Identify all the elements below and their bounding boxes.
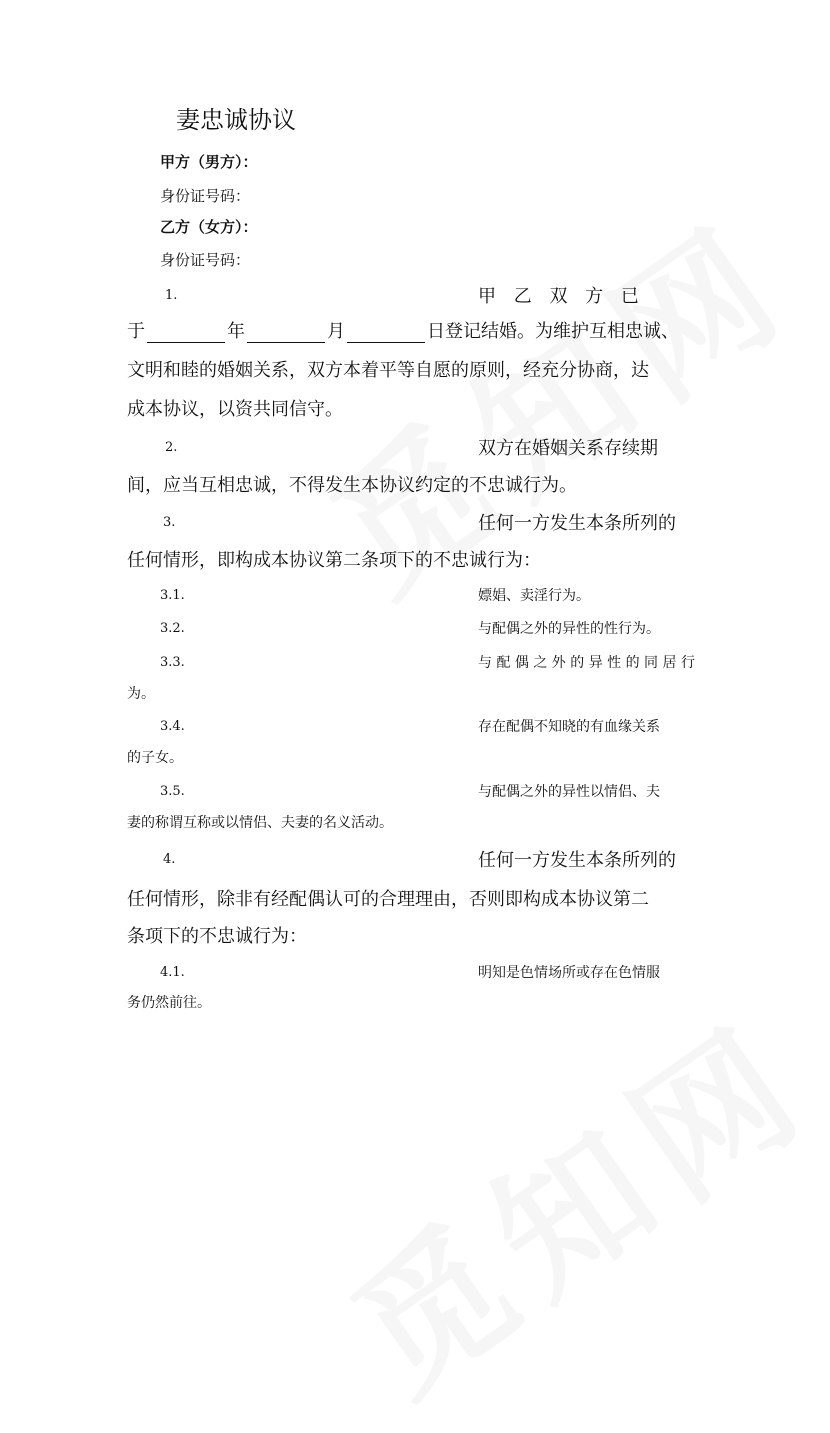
item-3-4-text: 存在配偶不知晓的有血缘关系 xyxy=(478,719,660,735)
item-3-5-number: 3.5. xyxy=(160,784,185,799)
clause-2-line-2: 间，应当互相忠诚，不得发生本协议约定的不忠诚行为。 xyxy=(127,475,577,496)
item-3-5-text: 与配偶之外的异性以情侣、夫 xyxy=(478,784,660,800)
text-yu: 于 xyxy=(127,321,145,342)
clause-1-heading: 甲 乙 双 方 已 xyxy=(478,286,645,307)
item-3-2-text: 与配偶之外的异性的性行为。 xyxy=(478,621,660,637)
year-blank xyxy=(147,324,225,343)
item-4-1-continuation: 务仍然前往。 xyxy=(127,995,211,1011)
item-3-3-continuation: 为。 xyxy=(127,686,155,702)
clause-3-line-2: 任何情形，即构成本协议第二条项下的不忠诚行为： xyxy=(127,550,541,571)
clause-4-heading: 任何一方发生本条所列的 xyxy=(478,850,676,871)
clause-1-line-3: 文明和睦的婚姻关系，双方本着平等自愿的原则，经充分协商，达 xyxy=(127,360,649,381)
clause-1-number: 1. xyxy=(165,288,178,303)
item-4-1-text: 明知是色情场所或存在色情服 xyxy=(478,965,660,981)
item-3-1-text: 嫖娼、卖淫行为。 xyxy=(478,588,590,604)
document-title: 妻忠诚协议 xyxy=(176,106,296,134)
item-3-1-number: 3.1. xyxy=(160,588,185,603)
clause-1-line-2 xyxy=(127,317,679,343)
clause-3-heading: 任何一方发生本条所列的 xyxy=(478,513,676,534)
item-3-4-number: 3.4. xyxy=(160,719,185,734)
clause-4-line-2: 任何情形，除非有经配偶认可的合理理由，否则即构成本协议第二 xyxy=(127,889,649,910)
item-3-3-text: 与 配 偶 之 外 的 异 性 的 同 居 行 xyxy=(478,655,695,671)
party-b-id-label: 身份证号码： xyxy=(160,251,251,269)
text-ri: 日登记结婚。为维护互相忠诚、 xyxy=(427,321,679,342)
item-4-1-number: 4.1. xyxy=(160,965,185,980)
clause-2-heading: 双方在婚姻关系存续期 xyxy=(478,438,658,459)
item-3-4-continuation: 的子女。 xyxy=(127,750,183,766)
day-blank xyxy=(347,324,425,343)
clause-1-line-4: 成本协议，以资共同信守。 xyxy=(127,399,343,420)
clause-2-number: 2. xyxy=(165,440,178,455)
text-nian: 年 xyxy=(227,321,245,342)
month-blank xyxy=(247,324,325,343)
text-yue: 月 xyxy=(327,321,345,342)
party-b-label: 乙方（女方）： xyxy=(160,218,258,236)
party-a-id-label: 身份证号码： xyxy=(160,187,251,205)
clause-4-line-3: 条项下的不忠诚行为： xyxy=(127,926,307,947)
item-3-5-continuation: 妻的称谓互称或以情侣、夫妻的名义活动。 xyxy=(127,815,393,831)
item-3-2-number: 3.2. xyxy=(160,621,185,636)
item-3-3-number: 3.3. xyxy=(160,655,185,670)
clause-3-number: 3. xyxy=(163,515,176,530)
watermark-bottom xyxy=(304,963,830,1432)
party-a-label: 甲方（男方）： xyxy=(160,153,258,171)
clause-4-number: 4. xyxy=(163,852,176,867)
